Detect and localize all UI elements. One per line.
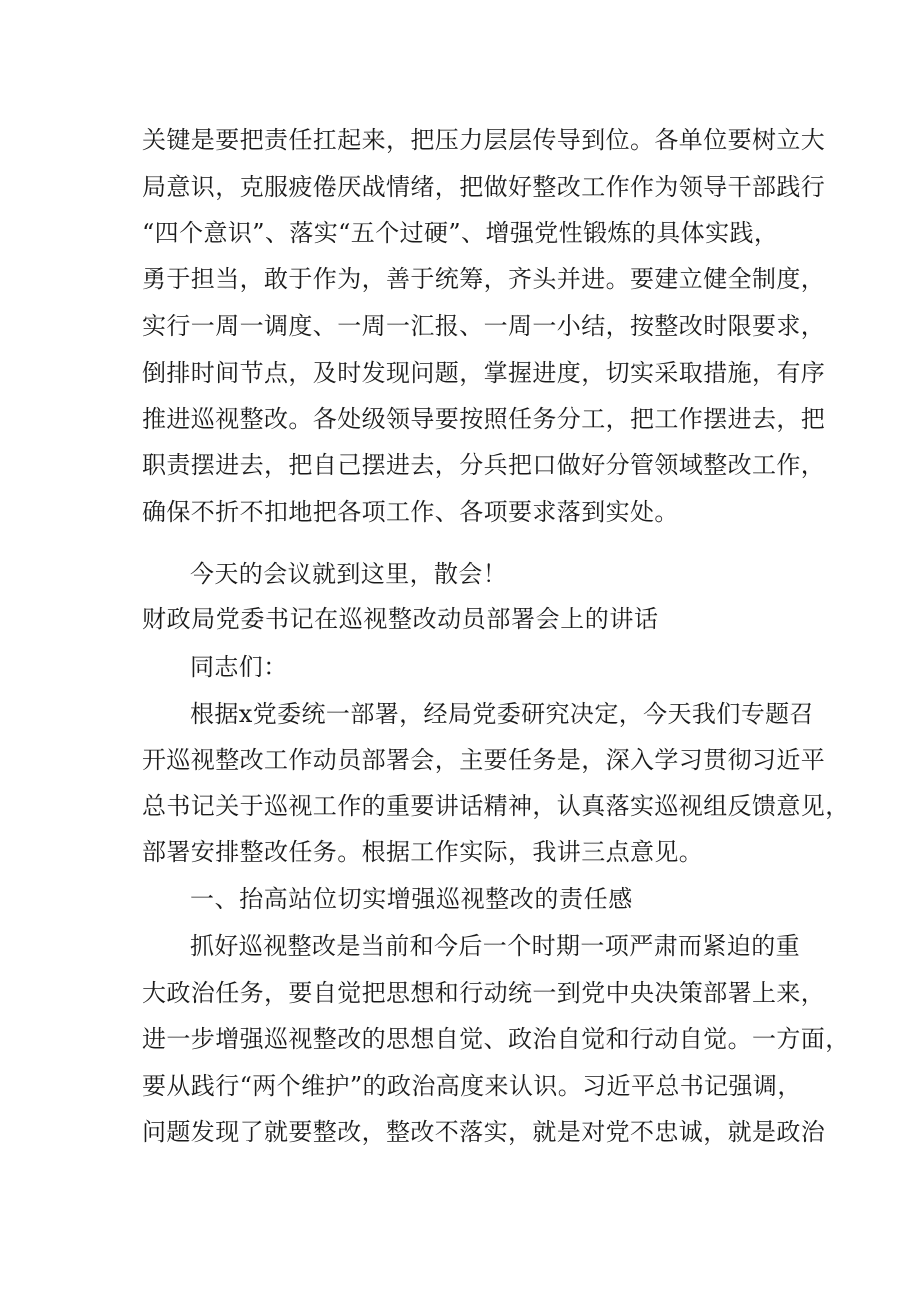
body-text-line: 问题发现了就要整改，整改不落实，就是对党不忠诚，就是政治 — [142, 1118, 826, 1146]
section-heading: 一、抬高站位切实增强巡视整改的责任感 — [190, 885, 633, 913]
body-text-line: 职责摆进去，把自己摆进去，分兵把口做好分管领域整改工作， — [142, 451, 826, 479]
speech-title: 财政局党委书记在巡视整改动员部署会上的讲话 — [142, 605, 659, 633]
body-text-line: 倒排时间节点，及时发现问题，掌握进度，切实采取措施，有序 — [142, 359, 826, 387]
body-text-line: 开巡视整改工作动员部署会，主要任务是，深入学习贯彻习近平 — [142, 746, 826, 774]
body-text-line: 勇于担当，敢于作为，善于统筹，齐头并进。要建立健全制度， — [142, 265, 826, 293]
body-text-line: 确保不折不扣地把各项工作、各项要求落到实处。 — [142, 498, 679, 526]
body-text-line: “四个意识”、落实“五个过硬”、增强党性锻炼的具体实践， — [142, 219, 779, 247]
body-text-line: 根据x党委统一部署，经局党委研究决定，今天我们专题召 — [190, 700, 814, 728]
body-text-line: 大政治任务，要自觉把思想和行动统一到党中央决策部署上来， — [142, 979, 826, 1007]
body-text-line: 局意识，克服疲倦厌战情绪，把做好整改工作作为领导干部践行 — [142, 173, 826, 201]
body-text-line: 推进巡视整改。各处级领导要按照任务分工，把工作摆进去，把 — [142, 405, 826, 433]
body-text-line: 抓好巡视整改是当前和今后一个时期一项严肃而紧迫的重 — [190, 932, 800, 960]
closing-remark: 今天的会议就到这里，散会！ — [190, 560, 508, 588]
body-text-line: 进一步增强巡视整改的思想自觉、政治自觉和行动自觉。一方面， — [142, 1025, 850, 1053]
body-text-line: 关键是要把责任扛起来，把压力层层传导到位。各单位要树立大 — [142, 126, 826, 154]
body-text-line: 要从践行“两个维护”的政治高度来认识。习近平总书记强调， — [142, 1072, 802, 1100]
body-text-line: 实行一周一调度、一周一汇报、一周一小结，按整改时限要求， — [142, 312, 826, 340]
body-text-line: 部署安排整改任务。根据工作实际，我讲三点意见。 — [142, 838, 704, 866]
salutation: 同志们： — [190, 653, 288, 681]
body-text-line: 总书记关于巡视工作的重要讲话精神，认真落实巡视组反馈意见， — [142, 792, 850, 820]
